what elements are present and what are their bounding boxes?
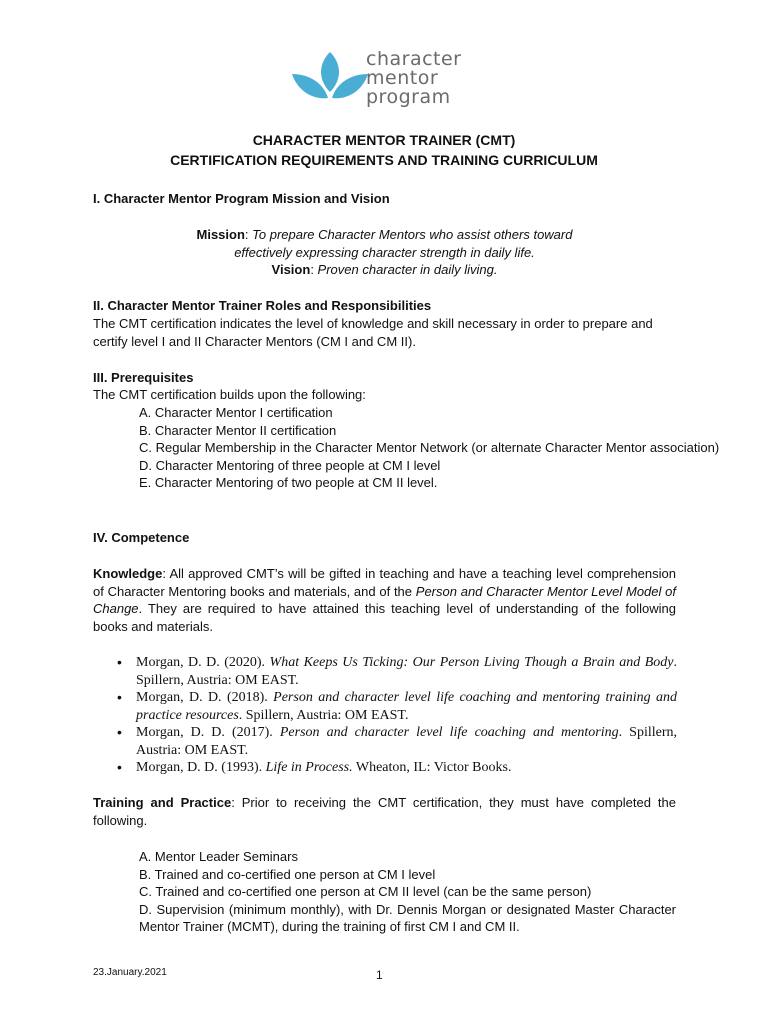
training-list — [139, 848, 676, 936]
reference-item: • Morgan, D. D. (2020). What Keeps Us Ticking: Our Person Living Though a Brain and Body. Spillern, Austria: OM EAST. — [115, 654, 677, 689]
list-item: D. Supervision (minimum monthly), with Dr. Dennis Morgan or designated Master Character Mentor Trainer (MCMT), during the training of first CM I and CM II. — [139, 901, 676, 934]
list-item: B. Trained and co-certified one person at CM I level — [139, 866, 436, 882]
knowledge-paragraph: Knowledge: All approved CMT’s will be gifted in teaching and have a teaching level comprehension of Character Mentoring books and materials, and of the Person and Character Mentor Level Model of Change. They are required to have attained this teaching level of understanding of the following books and materials. — [93, 566, 676, 634]
section-heading-mission: I. Character Mentor Program Mission and Vision — [93, 191, 390, 206]
list-item: B. Character Mentor II certification — [139, 422, 337, 438]
document-title: CHARACTER MENTOR TRAINER (CMT) — [252, 132, 516, 148]
footer-date: 23.January.2021 — [93, 967, 167, 978]
mission-vision-block: Mission: To prepare Character Mentors who assist others toward effectively expressing character strength in daily life. Vision: Proven character in daily living. — [196, 227, 573, 277]
reference-list — [115, 654, 677, 777]
training-paragraph: Training and Practice: Prior to receiving the CMT certification, they must have completed the following. — [93, 795, 676, 828]
list-item: D. Character Mentoring of three people at CM I level — [139, 457, 441, 473]
section-heading-prerequisites: III. Prerequisites — [93, 370, 194, 385]
list-item: A. Mentor Leader Seminars — [139, 849, 298, 864]
prerequisites-list — [93, 404, 722, 492]
reference-item: • Morgan, D. D. (2018). Person and character level life coaching and mentoring training and practice resources. Spillern, Austria: OM EAST. — [115, 689, 677, 724]
list-item: E. Character Mentoring of two people at CM II level. — [139, 475, 438, 490]
section-heading-competence: IV. Competence — [93, 530, 190, 545]
list-item: C. Trained and co-certified one person at CM II level (can be the same person) — [139, 884, 592, 899]
page-number: 1 — [376, 968, 383, 982]
prerequisites-intro: The CMT certification builds upon the following: — [93, 387, 366, 402]
list-item: A. Character Mentor I certification — [139, 405, 333, 420]
reference-item: • Morgan, D. D. (1993). Life in Process. Wheaton, IL: Victor Books. — [115, 759, 677, 777]
reference-item: • Morgan, D. D. (2017). Person and character level life coaching and mentoring. Spillern, Austria: OM EAST. — [115, 724, 677, 759]
roles-paragraph: The CMT certification indicates the level of knowledge and skill necessary in order to prepare and certify level I and II Character Mentors (CM I and CM II). — [93, 316, 653, 349]
list-item: C. Regular Membership in the Character Mentor Network (or alternate Character Mentor association) — [139, 440, 720, 455]
document-subtitle: CERTIFICATION REQUIREMENTS AND TRAINING CURRICULUM — [170, 152, 598, 168]
section-heading-roles: II. Character Mentor Trainer Roles and Responsibilities — [93, 298, 432, 313]
logo-wordmark: character mentor program — [366, 48, 462, 108]
